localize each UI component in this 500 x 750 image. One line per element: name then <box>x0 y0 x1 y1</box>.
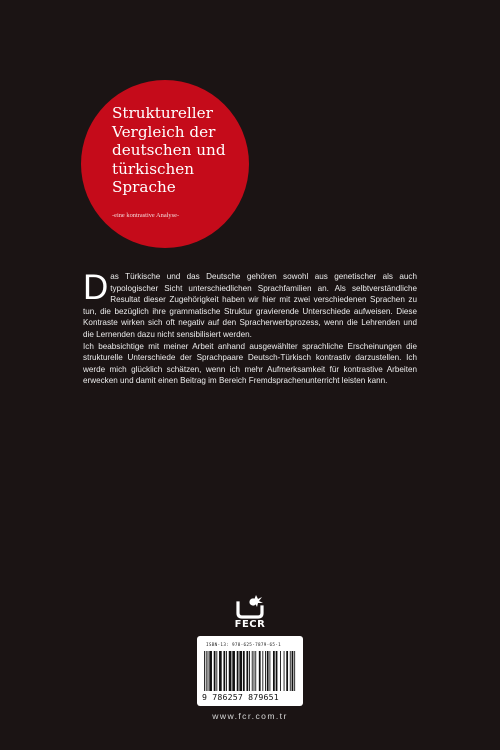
barcode-bar <box>273 651 275 691</box>
barcode-bar <box>204 651 205 691</box>
publisher-name: FECR <box>234 619 266 630</box>
barcode-bar <box>209 651 212 691</box>
barcode-digits: 9 786257 879651 <box>202 692 279 702</box>
blurb-paragraph-1 <box>83 268 417 341</box>
barcode-bar <box>292 651 294 691</box>
barcode-bar <box>265 651 266 691</box>
barcode-bar <box>237 651 239 691</box>
publisher-website: www.fcr.com.tr <box>212 711 288 721</box>
barcode-bar <box>208 651 209 691</box>
barcode-bars <box>203 651 297 693</box>
barcode-bar <box>229 651 232 691</box>
barcode-bar <box>267 651 269 691</box>
barcode-bar <box>206 651 207 691</box>
title-line: Struktureller <box>112 104 213 122</box>
barcode-bar <box>290 651 291 691</box>
book-subtitle: -eine kontrastive Analyse- <box>112 212 180 219</box>
barcode-bar <box>255 651 256 691</box>
barcode-bar <box>286 651 288 691</box>
fecr-logo-icon <box>235 593 265 619</box>
barcode-bar <box>254 651 255 691</box>
title-line: Vergleich der <box>112 122 216 141</box>
barcode-bar <box>269 651 270 691</box>
barcode-bar <box>262 651 263 691</box>
barcode-bar <box>276 651 278 691</box>
isbn-label: ISBN-13: 978-625-7879-65-1 <box>206 643 282 648</box>
barcode-bar <box>246 651 248 691</box>
barcode-bar <box>239 651 242 691</box>
blurb-paragraph-1-text: as Türkische und das Deutsche gehören sowohl aus genetischer als auch typologischer Sicht unterschiedlichen Sprachfamilien an. Als selbtverständliche Resultat dieser Zugehörigkeit haben wir hier mit zwei verschiedenen Sprachen zu tun, die bezüglich ihre grammatische Struktur gravierende Unterschiede aufweisen. Diese Kontraste wirken sich oft negativ auf den Spracherwerbprozess, wenn die Lehrenden und die Lernenden dazu nicht sensibilisiert werden. <box>83 272 417 339</box>
barcode-bar <box>243 651 245 691</box>
book-title <box>112 104 247 197</box>
back-cover-blurb <box>83 268 417 387</box>
barcode-bar <box>223 651 225 691</box>
barcode-bar <box>259 651 261 691</box>
barcode <box>197 636 303 706</box>
barcode-bar <box>226 651 227 691</box>
title-line: Sprache <box>112 178 176 196</box>
publisher-logo <box>222 593 278 631</box>
barcode-bar <box>219 651 222 691</box>
barcode-bar <box>284 651 285 691</box>
barcode-bar <box>249 651 250 691</box>
barcode-bar <box>216 651 217 691</box>
barcode-bar <box>232 651 235 691</box>
blurb-paragraph-2: Ich beabsichtige mit meiner Arbeit anhand ausgewählter sprachliche Erscheinungen die strukturelle Unterschiede der Sprachpaare Deutsch-Türkisch kontrastiv darzustellen. Ich werde mich glücklich schätzen, wenn ich mehr Aufmerksamkeit für kontrastive Arbeiten erwecken und damit einen Beitrag im Bereich Fremdsprachenunterricht leisten kann. <box>83 341 417 386</box>
title-line: deutschen und <box>112 141 226 159</box>
barcode-bar <box>294 651 295 691</box>
title-line: türkischen <box>112 159 195 178</box>
barcode-bar <box>214 651 216 691</box>
barcode-bar <box>252 651 253 691</box>
barcode-bar <box>280 651 281 691</box>
drop-cap: D <box>83 268 109 307</box>
